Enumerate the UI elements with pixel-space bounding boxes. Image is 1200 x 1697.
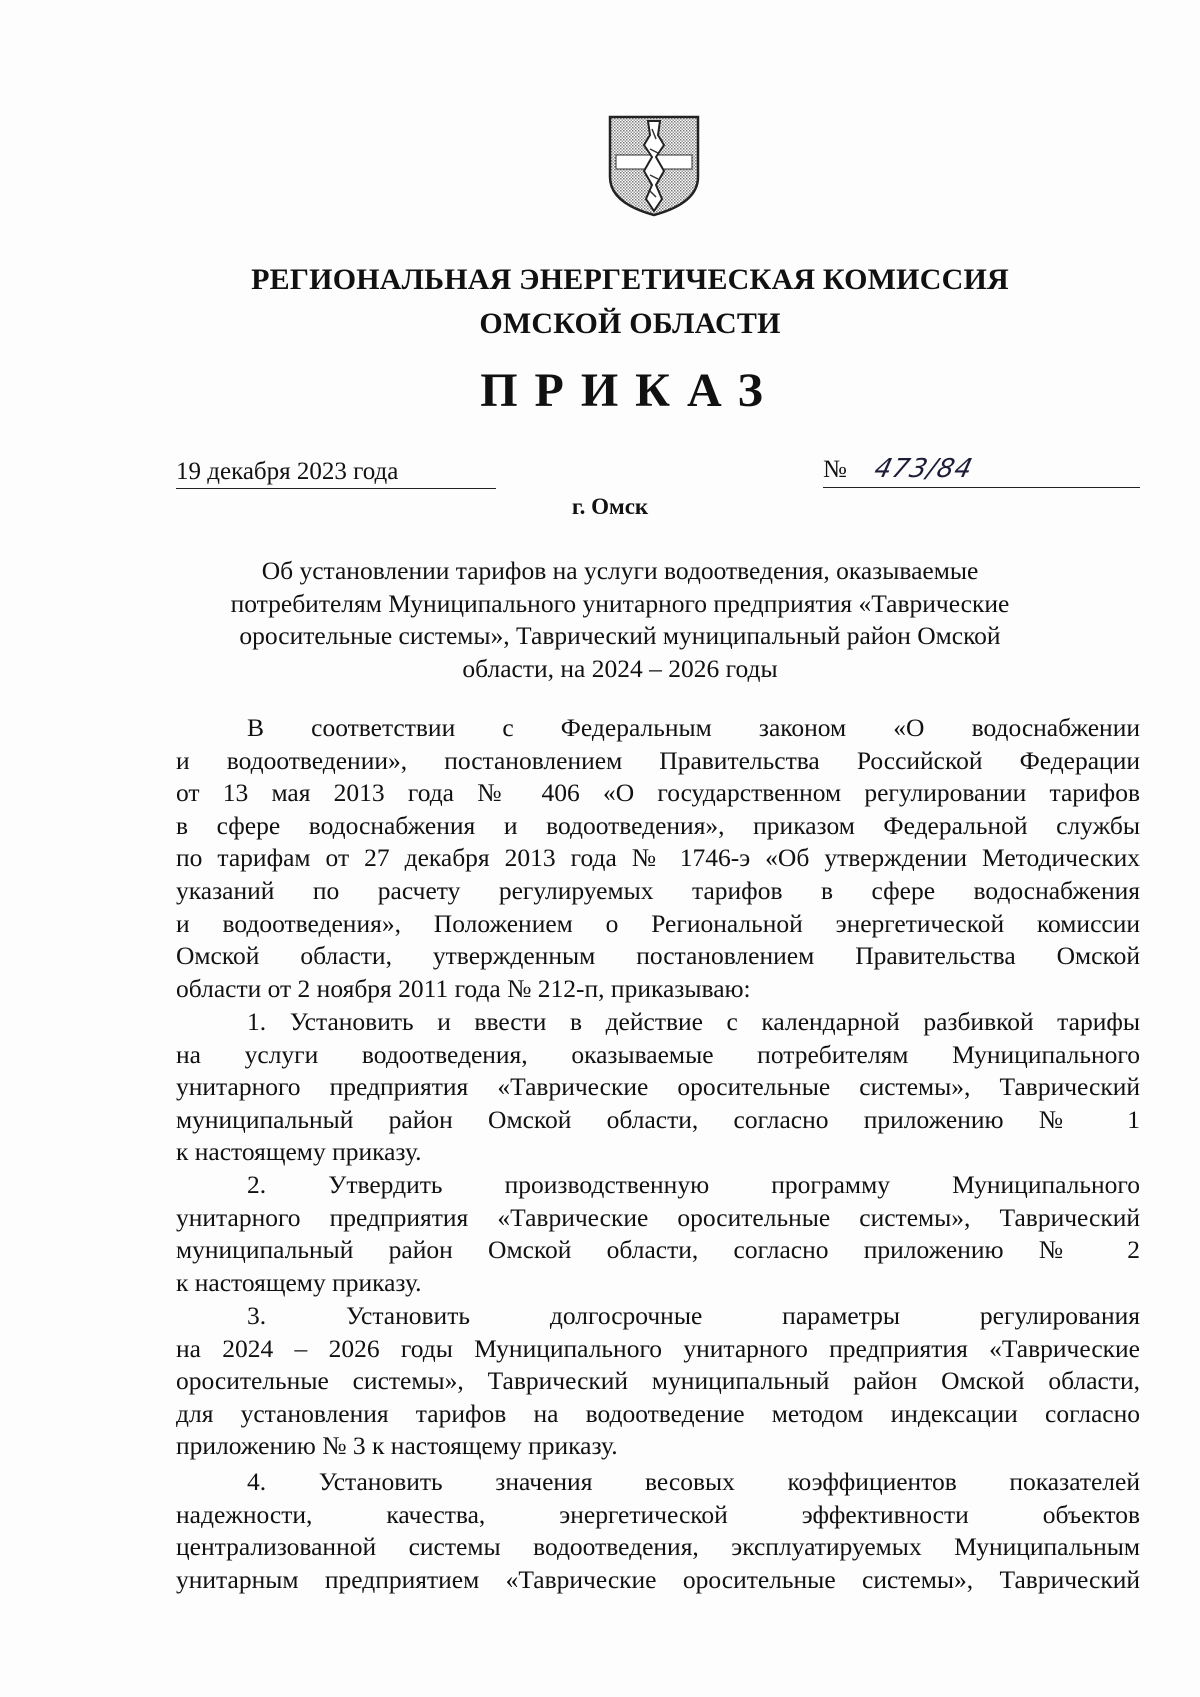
handwritten-number: 473/84: [871, 454, 977, 484]
document-date: 19 декабря 2023 года: [176, 456, 496, 489]
text-line: унитарным предприятием «Таврические оросительные системы», Таврический: [176, 1564, 1140, 1594]
text-line: к настоящему приказу.: [176, 1267, 422, 1297]
text-line: к настоящему приказу.: [176, 1137, 422, 1167]
item-4-paragraph: [176, 1466, 1140, 1596]
text-line: и водоотведении», постановлением Правительства Российской Федерации: [176, 745, 1140, 775]
text-line: оросительные системы», Таврический муниципальный район Омской области,: [176, 1366, 1140, 1396]
text-line: В соответствии с Федеральным законом «О водоснабжении: [247, 713, 1140, 742]
item-3-paragraph: [176, 1300, 1140, 1463]
item-2-paragraph: [176, 1169, 1140, 1299]
text-line: надежности, качества, энергетической эффективности объектов: [176, 1499, 1140, 1529]
document-type-title: ПРИКАЗ: [480, 364, 780, 417]
subject-line: оросительные системы», Таврический муниципальный район Омской: [239, 621, 1001, 650]
text-line: 1. Установить и ввести в действие с календарной разбивкой тарифы: [247, 1007, 1140, 1036]
item-1-paragraph: [176, 1006, 1140, 1169]
subject-line: области, на 2024 – 2026 годы: [462, 653, 778, 683]
subject-line: Об установлении тарифов на услуги водоотведения, оказываемые: [261, 556, 979, 585]
text-line: на 2024 – 2026 годы Муниципального унитарного предприятия «Таврические: [176, 1333, 1140, 1363]
text-line: централизованной системы водоотведения, эксплуатируемых Муниципальным: [176, 1532, 1140, 1562]
text-line: для установления тарифов на водоотведение методом индексации согласно: [176, 1398, 1140, 1428]
organization-name-line1: РЕГИОНАЛЬНАЯ ЭНЕРГЕТИЧЕСКАЯ КОМИССИЯ: [251, 263, 1009, 296]
text-line: по тарифам от 27 декабря 2013 года № 1746-э «Об утверждении Методических: [176, 843, 1140, 873]
text-line: на услуги водоотведения, оказываемые потребителям Муниципального: [176, 1039, 1140, 1069]
text-line: в сфере водоснабжения и водоотведения», приказом Федеральной службы: [176, 810, 1140, 840]
document-subject: [220, 555, 1020, 685]
text-line: унитарного предприятия «Таврические оросительные системы», Таврический: [176, 1072, 1140, 1102]
text-line: приложению № 3 к настоящему приказу.: [176, 1431, 618, 1461]
subject-line: потребителям Муниципального унитарного предприятия «Таврические: [230, 588, 1010, 618]
preamble-paragraph: [176, 712, 1140, 1005]
text-line: муниципальный район Омской области, согласно приложению № 1: [176, 1104, 1140, 1134]
text-line: муниципальный район Омской области, согласно приложению № 2: [176, 1235, 1140, 1265]
text-line: указаний по расчету регулируемых тарифов в сфере водоснабжения: [176, 875, 1140, 905]
text-line: от 13 мая 2013 года № 406 «О государственном регулировании тарифов: [176, 778, 1140, 808]
text-line: области от 2 ноября 2011 года № 212-п, приказываю:: [176, 973, 751, 1003]
text-line: 4. Установить значения весовых коэффициентов показателей: [247, 1467, 1140, 1496]
document-city: г. Омск: [571, 494, 649, 519]
document-number: [823, 452, 1140, 488]
text-line: 2. Утвердить производственную программу Муниципального: [247, 1170, 1140, 1199]
organization-name-line2: ОМСКОЙ ОБЛАСТИ: [479, 307, 781, 340]
text-line: унитарного предприятия «Таврические оросительные системы», Таврический: [176, 1202, 1140, 1232]
text-line: Омской области, утвержденным постановлением Правительства Омской: [176, 941, 1140, 971]
text-line: и водоотведения», Положением о Региональной энергетической комиссии: [176, 908, 1140, 938]
coat-of-arms-icon: [608, 115, 700, 217]
number-label: №: [823, 456, 847, 483]
text-line: 3. Установить долгосрочные параметры регулирования: [247, 1301, 1140, 1330]
